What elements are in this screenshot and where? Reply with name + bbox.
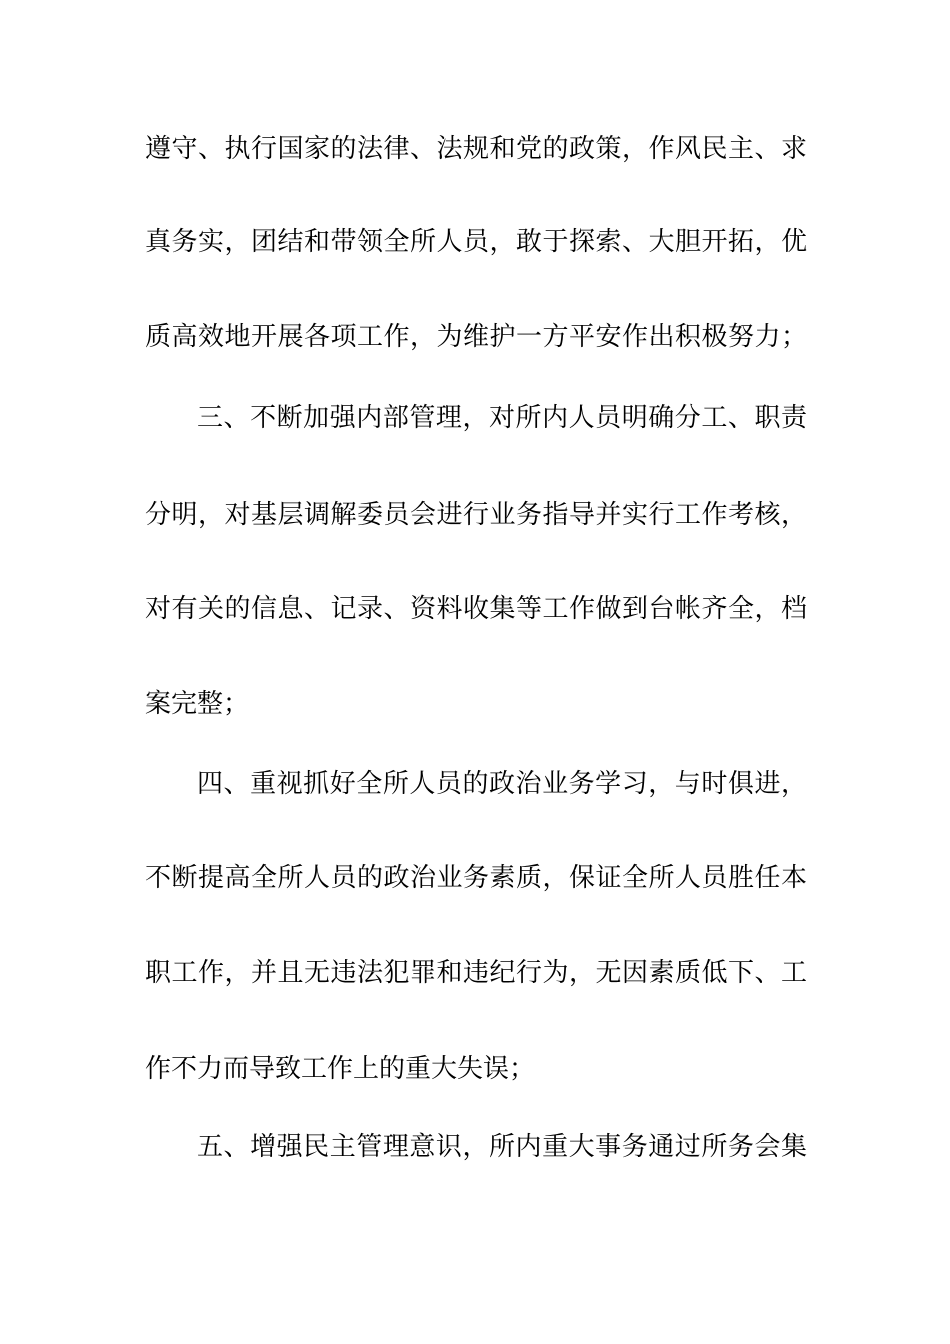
text-line-11: 作不力而导致工作上的重大失误； [145, 1054, 536, 1084]
text-line-1: 遵守、执行国家的法律、法规和党的政策，作风民主、求 [145, 134, 807, 164]
text-line-6: 对有关的信息、记录、资料收集等工作做到台帐齐全，档 [145, 594, 807, 624]
text-line-9: 不断提高全所人员的政治业务素质，保证全所人员胜任本 [145, 863, 807, 893]
text-line-2: 真务实，团结和带领全所人员，敢于探索、大胆开拓，优 [145, 227, 807, 257]
text-line-12: 五、增强民主管理意识，所内重大事务通过所务会集 [197, 1132, 807, 1162]
text-line-10: 职工作，并且无违法犯罪和违纪行为，无因素质低下、工 [145, 958, 807, 988]
text-line-7: 案完整； [145, 689, 250, 719]
text-line-5: 分明，对基层调解委员会进行业务指导并实行工作考核， [145, 500, 807, 530]
text-line-3: 质高效地开展各项工作，为维护一方平安作出积极努力； [145, 322, 807, 352]
text-line-4: 三、不断加强内部管理，对所内人员明确分工、职责 [197, 403, 807, 433]
text-line-8: 四、重视抓好全所人员的政治业务学习，与时俱进， [197, 769, 807, 799]
